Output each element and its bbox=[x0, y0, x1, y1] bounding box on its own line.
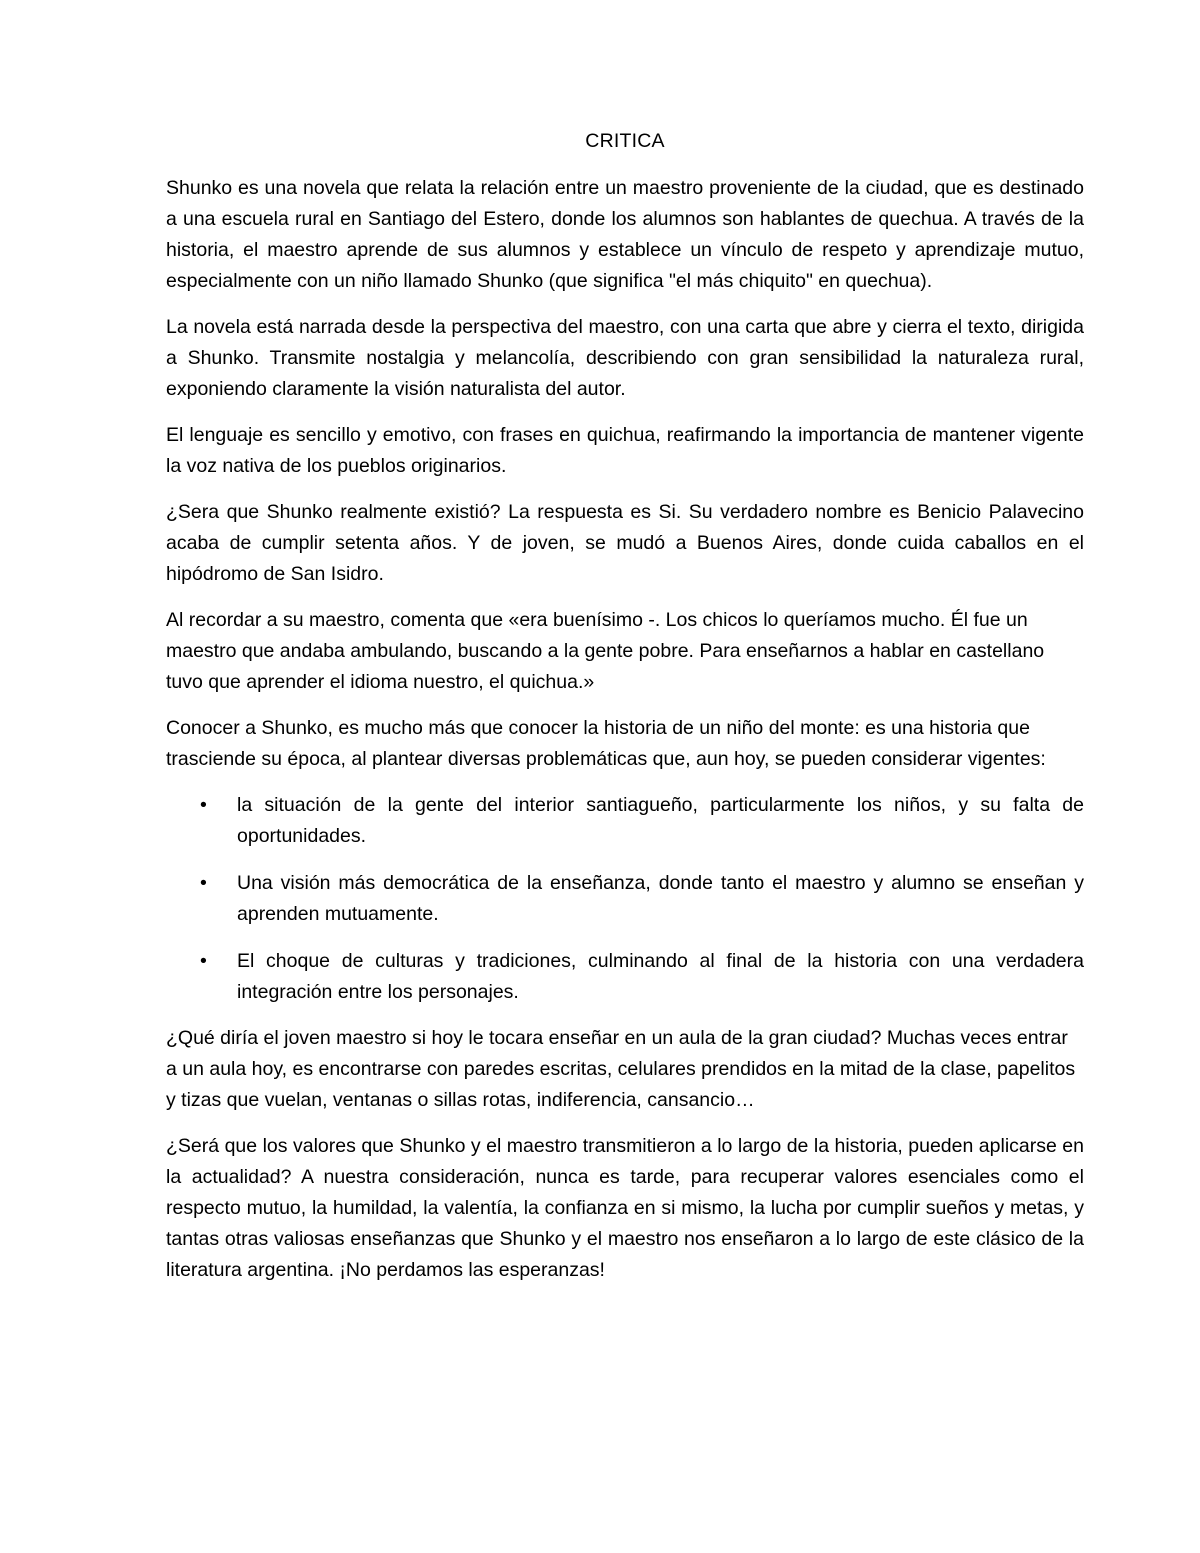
paragraph-intro: Shunko es una novela que relata la relación entre un maestro proveniente de la ciudad, que es destinado a una escuela rural en Santiago del Estero, donde los alumnos son hablantes de quechua. A través de la historia, el maestro aprende de sus alumnos y establece un vínculo de respeto y aprendizaje mutuo, especialmente con un niño llamado Shunko (que significa "el más chiquito" en quechua). bbox=[166, 177, 1084, 292]
list-item bbox=[166, 868, 1084, 930]
bullet-icon: • bbox=[200, 872, 207, 894]
bullet-icon: • bbox=[200, 950, 207, 972]
paragraph-conclusion: ¿Será que los valores que Shunko y el maestro transmitieron a lo largo de la historia, pueden aplicarse en la actualidad? A nuestra consideración, nunca es tarde, para recuperar valores esenciales como el respecto mutuo, la humildad, la valentía, la confianza en si mismo, la lucha por cumplir sueños y metas, y tantas otras valiosas enseñanzas que Shunko y el maestro nos enseñaron a lo largo de este clásico de la literatura argentina. ¡No perdamos las esperanzas! bbox=[166, 1135, 1084, 1281]
paragraph-city-classroom: ¿Qué diría el joven maestro si hoy le tocara enseñar en un aula de la gran ciudad? Muchas veces entrar a un aula hoy, es encontrarse con paredes escritas, celulares prendidos en la mitad de la clase, papelitos y tizas que vuelan, ventanas o sillas rotas, indiferencia, cansancio… bbox=[166, 1027, 1076, 1111]
paragraph-narration: La novela está narrada desde la perspectiva del maestro, con una carta que abre y cierra el texto, dirigida a Shunko. Transmite nostalgia y melancolía, describiendo con gran sensibilidad la naturaleza rural, exponiendo claramente la visión naturalista del autor. bbox=[166, 316, 1084, 400]
list-item bbox=[166, 946, 1084, 1008]
list-item-text: El choque de culturas y tradiciones, culminando al final de la historia con una verdadera integración entre los personajes. bbox=[237, 950, 1084, 1003]
document-page bbox=[166, 126, 1084, 1301]
paragraph-language: El lenguaje es sencillo y emotivo, con frases en quichua, reafirmando la importancia de mantener vigente la voz nativa de los pueblos originarios. bbox=[166, 424, 1084, 477]
paragraph-real-shunko: ¿Sera que Shunko realmente existió? La respuesta es Si. Su verdadero nombre es Benicio Palavecino acaba de cumplir setenta años. Y de joven, se mudó a Buenos Aires, donde cuida caballos en el hipódromo de San Isidro. bbox=[166, 501, 1084, 585]
list-item-text: la situación de la gente del interior santiagueño, particularmente los niños, y su falta de oportunidades. bbox=[237, 794, 1084, 847]
paragraph-problems: Conocer a Shunko, es mucho más que conocer la historia de un niño del monte: es una historia que trasciende su época, al plantear diversas problemáticas que, aun hoy, se pueden considerar vigentes: bbox=[166, 717, 1046, 770]
list-item bbox=[166, 790, 1084, 852]
document-title: CRITICA bbox=[585, 130, 665, 152]
list-item-text: Una visión más democrática de la enseñanza, donde tanto el maestro y alumno se enseñan y aprenden mutuamente. bbox=[237, 872, 1084, 925]
paragraph-quote: Al recordar a su maestro, comenta que «era buenísimo -. Los chicos lo queríamos mucho. Él fue un maestro que andaba ambulando, buscando a la gente pobre. Para enseñarnos a hablar en castellano tuvo que aprender el idioma nuestro, el quichua.» bbox=[166, 609, 1045, 693]
problems-list bbox=[166, 790, 1084, 1008]
bullet-icon: • bbox=[200, 794, 207, 816]
